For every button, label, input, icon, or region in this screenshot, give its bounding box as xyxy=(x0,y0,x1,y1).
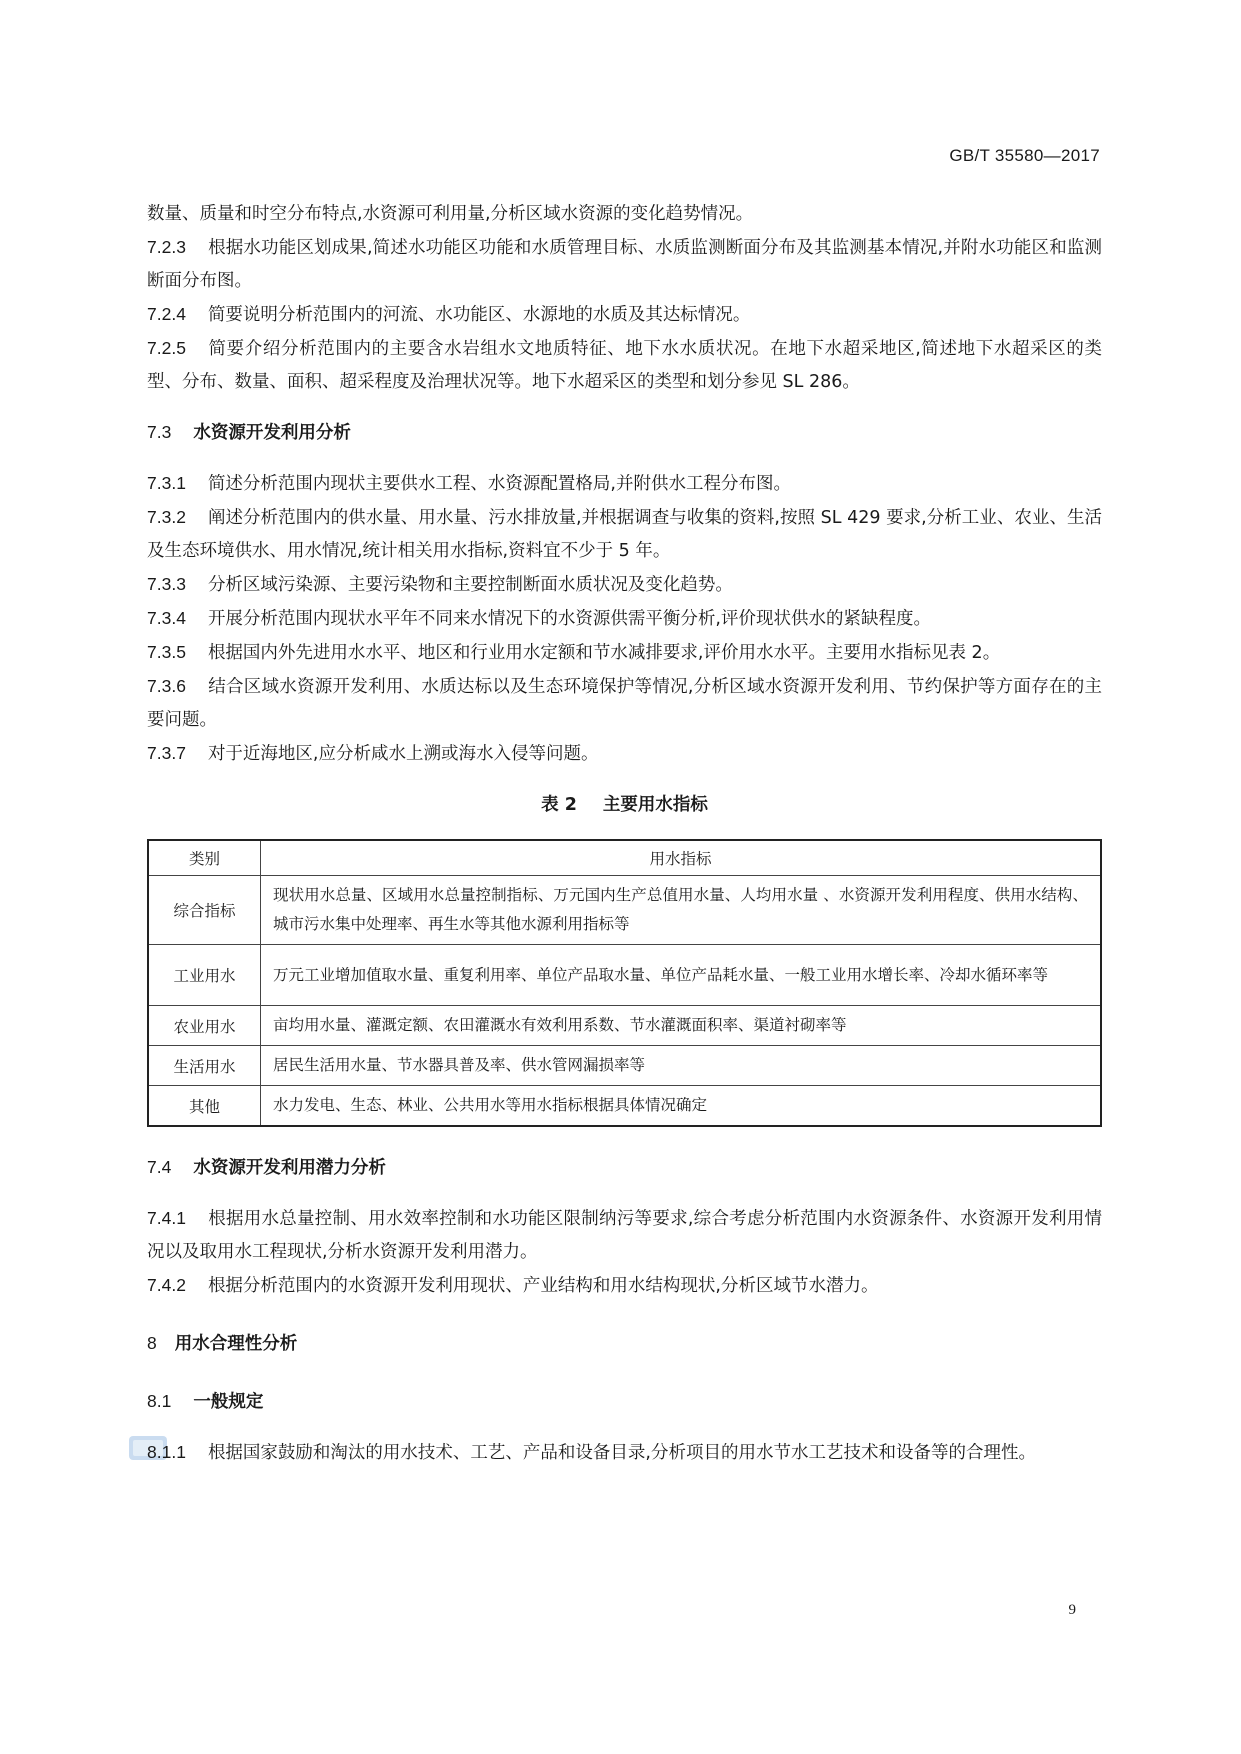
clause-number: 7.3.1 xyxy=(147,473,186,493)
clause-7-2-5 xyxy=(147,332,1102,399)
chapter-title: 用水合理性分析 xyxy=(174,1334,298,1354)
indicator-cell: 万元工业增加值取水量、重复利用率、单位产品取水量、单位产品耗水量、一般工业用水增长率、冷却水循环率等 xyxy=(261,945,1102,1006)
clause-text: 结合区域水资源开发利用、水质达标以及生态环境保护等情况,分析区域水资源开发利用、节约保护等方面存在的主要问题。 xyxy=(147,677,1102,730)
section-number: 7.4 xyxy=(147,1157,172,1177)
indicator-cell: 水力发电、生态、林业、公共用水等用水指标根据具体情况确定 xyxy=(261,1086,1102,1127)
clause-number: 7.3.6 xyxy=(147,676,186,696)
clause-number: 7.3.5 xyxy=(147,642,186,662)
clause-number: 8.1.1 xyxy=(147,1442,186,1462)
clause-text: 根据分析范围内的水资源开发利用现状、产业结构和用水结构现状,分析区域节水潜力。 xyxy=(207,1276,879,1296)
section-number: 7.3 xyxy=(147,422,172,442)
clause-7-4-2 xyxy=(147,1269,1102,1303)
table-row xyxy=(148,876,1101,945)
clause-number: 7.3.7 xyxy=(147,743,186,763)
clause-text: 简要介绍分析范围内的主要含水岩组水文地质特征、地下水水质状况。在地下水超采地区,简述地下水超采区的类型、分布、数量、面积、超采程度及治理状况等。地下水超采区的类型和划分参见 SL 286。 xyxy=(147,339,1102,392)
water-indicator-table xyxy=(147,839,1102,1127)
chapter-heading-8 xyxy=(147,1327,1102,1361)
clause-7-3-7 xyxy=(147,737,1102,771)
clause-7-3-6 xyxy=(147,670,1102,737)
table-row xyxy=(148,1086,1101,1127)
clause-7-4-1 xyxy=(147,1202,1102,1269)
document-body xyxy=(147,198,1102,1470)
section-title: 水资源开发利用潜力分析 xyxy=(193,1158,386,1178)
table-row xyxy=(148,945,1101,1006)
clause-text: 开展分析范围内现状水平年不同来水情况下的水资源供需平衡分析,评价现状供水的紧缺程度。 xyxy=(207,609,931,629)
clause-text: 简述分析范围内现状主要供水工程、水资源配置格局,并附供水工程分布图。 xyxy=(207,474,791,494)
clause-number: 7.3.3 xyxy=(147,574,186,594)
clause-7-3-1 xyxy=(147,467,1102,501)
paragraph-continued xyxy=(147,198,1102,231)
indicator-cell: 现状用水总量、区域用水总量控制指标、万元国内生产总值用水量、人均用水量 、水资源开发利用程度、供用水结构、城市污水集中处理率、再生水等其他水源利用指标等 xyxy=(261,876,1102,945)
clause-text: 简要说明分析范围内的河流、水功能区、水源地的水质及其达标情况。 xyxy=(207,305,751,325)
table-row xyxy=(148,1046,1101,1086)
standard-code: GB/T 35580—2017 xyxy=(949,146,1100,165)
paragraph-text: 数量、质量和时空分布特点,水资源可利用量,分析区域水资源的变化趋势情况。 xyxy=(147,204,754,224)
clause-number: 7.3.2 xyxy=(147,507,186,527)
clause-text: 根据水功能区划成果,简述水功能区功能和水质管理目标、水质监测断面分布及其监测基本情况,并附水功能区和监测断面分布图。 xyxy=(147,238,1102,291)
clause-7-3-3 xyxy=(147,568,1102,602)
clause-7-2-3 xyxy=(147,231,1102,298)
clause-7-3-4 xyxy=(147,602,1102,636)
indicator-cell: 居民生活用水量、节水器具普及率、供水管网漏损率等 xyxy=(261,1046,1102,1086)
clause-text: 对于近海地区,应分析咸水上溯或海水入侵等问题。 xyxy=(207,744,599,764)
clause-8-1-1 xyxy=(147,1436,1102,1470)
section-title: 水资源开发利用分析 xyxy=(193,423,351,443)
category-cell: 综合指标 xyxy=(148,876,261,945)
clause-text: 分析区域污染源、主要污染物和主要控制断面水质状况及变化趋势。 xyxy=(207,575,733,595)
clause-7-3-5 xyxy=(147,636,1102,670)
category-cell: 生活用水 xyxy=(148,1046,261,1086)
clause-text: 根据国内外先进用水水平、地区和行业用水定额和节水减排要求,评价用水水平。主要用水指标见表 2。 xyxy=(207,643,1001,663)
clause-text: 阐述分析范围内的供水量、用水量、污水排放量,并根据调查与收集的资料,按照 SL 429 要求,分析工业、农业、生活及生态环境供水、用水情况,统计相关用水指标,资料宜不少于 5 年。 xyxy=(147,508,1102,561)
table-caption xyxy=(147,789,1102,822)
column-header-category: 类别 xyxy=(148,840,261,876)
clause-number: 7.3.4 xyxy=(147,608,186,628)
chapter-number: 8 xyxy=(147,1333,157,1353)
clause-text: 根据用水总量控制、用水效率控制和水功能区限制纳污等要求,综合考虑分析范围内水资源条件、水资源开发利用情况以及取用水工程现状,分析水资源开发利用潜力。 xyxy=(147,1209,1102,1262)
section-heading-7-3 xyxy=(147,416,1102,450)
table-number: 表 2 xyxy=(541,795,577,815)
clause-number: 7.2.3 xyxy=(147,237,186,257)
table-row xyxy=(148,1006,1101,1046)
clause-7-3-2 xyxy=(147,501,1102,568)
indicator-cell: 亩均用水量、灌溉定额、农田灌溉水有效利用系数、节水灌溉面积率、渠道衬砌率等 xyxy=(261,1006,1102,1046)
clause-number: 7.2.4 xyxy=(147,304,186,324)
page-number: 9 xyxy=(1068,1602,1076,1618)
clause-text: 根据国家鼓励和淘汰的用水技术、工艺、产品和设备目录,分析项目的用水节水工艺技术和设备等的合理性。 xyxy=(207,1443,1036,1463)
category-cell: 农业用水 xyxy=(148,1006,261,1046)
section-title: 一般规定 xyxy=(193,1392,264,1412)
clause-number: 7.4.1 xyxy=(147,1208,186,1228)
section-heading-8-1 xyxy=(147,1385,1102,1419)
clause-number: 7.2.5 xyxy=(147,338,186,358)
section-heading-7-4 xyxy=(147,1151,1102,1185)
category-cell: 其他 xyxy=(148,1086,261,1127)
clause-7-2-4 xyxy=(147,298,1102,332)
category-cell: 工业用水 xyxy=(148,945,261,1006)
section-number: 8.1 xyxy=(147,1391,172,1411)
table-header-row xyxy=(148,840,1101,876)
clause-number: 7.4.2 xyxy=(147,1275,186,1295)
column-header-indicator: 用水指标 xyxy=(261,840,1102,876)
table-title: 主要用水指标 xyxy=(602,795,708,815)
